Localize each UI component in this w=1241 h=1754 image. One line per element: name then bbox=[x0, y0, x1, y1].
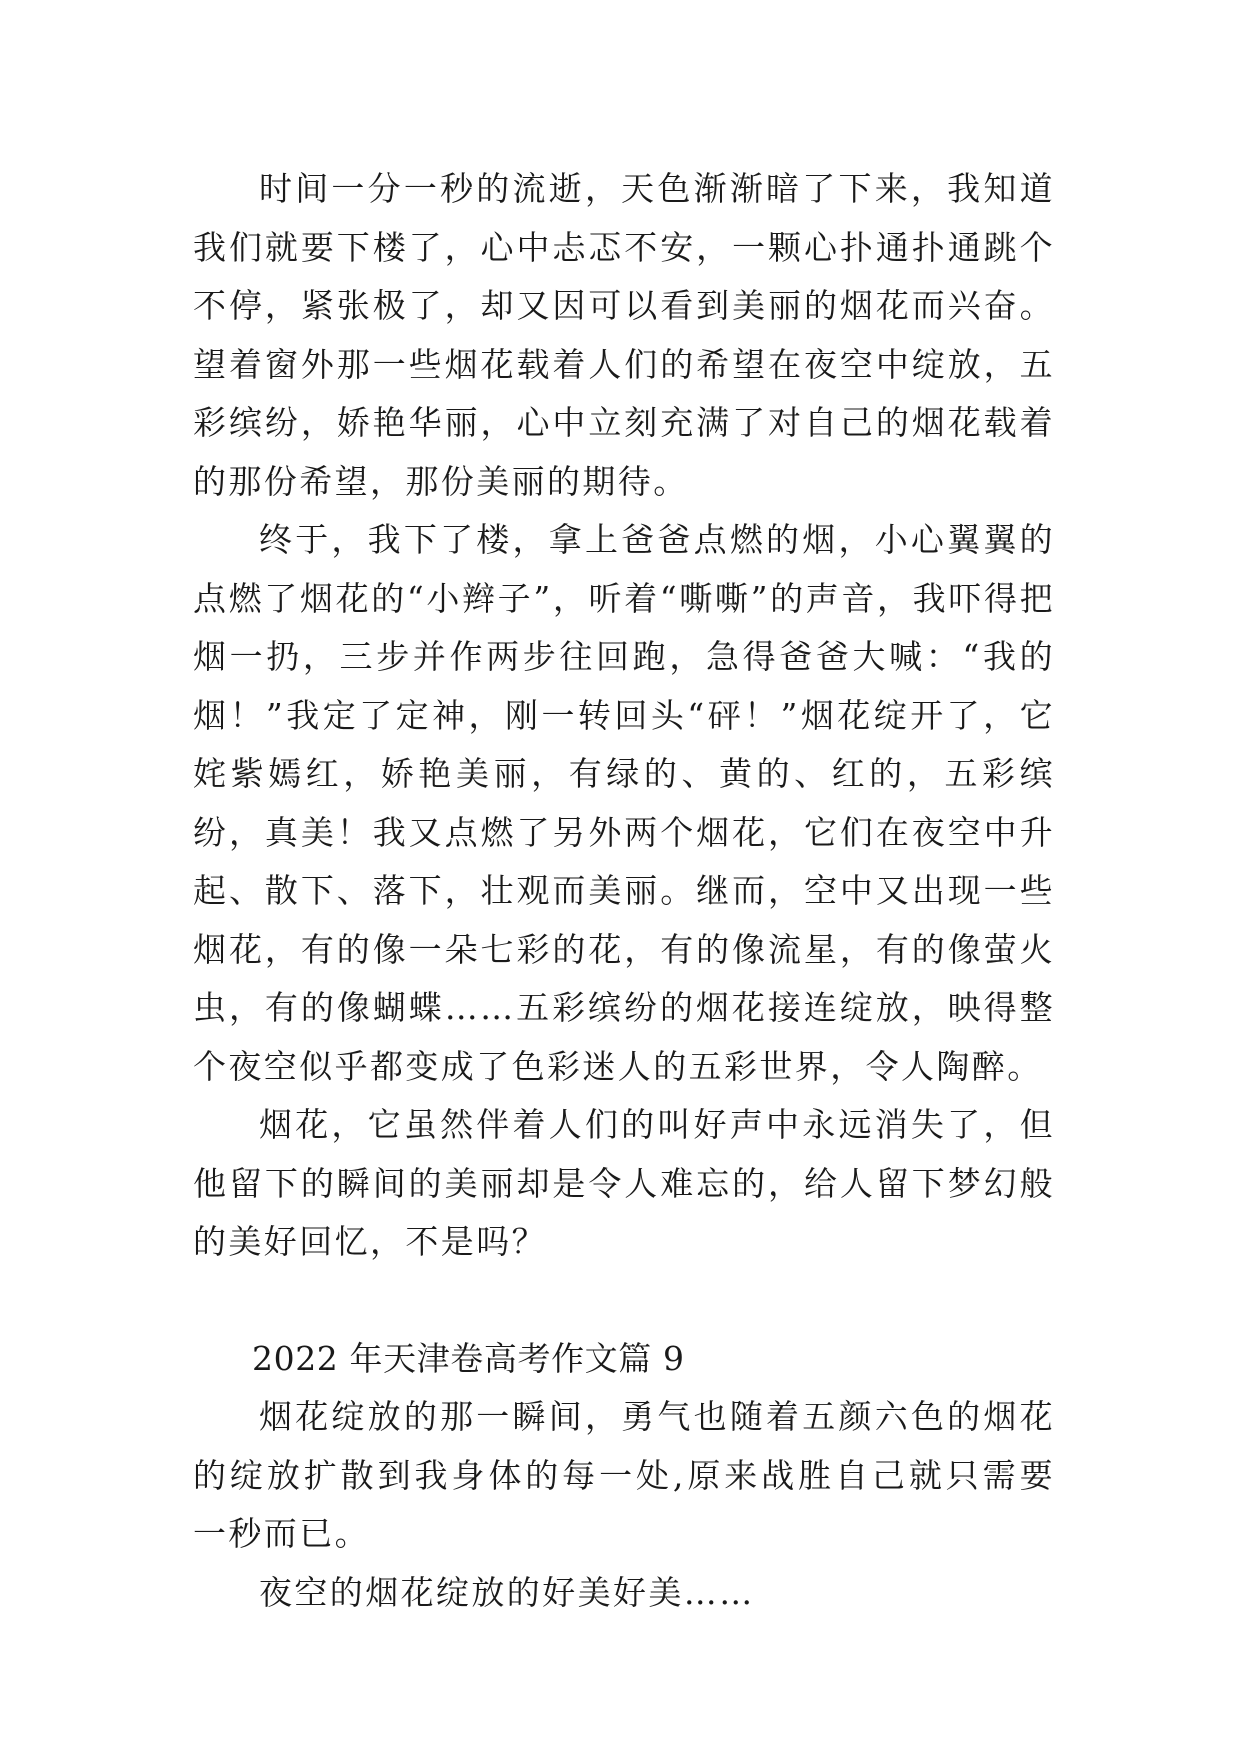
section-heading: 2022 年天津卷高考作文篇 9 bbox=[252, 1338, 685, 1378]
paragraph: 时间一分一秒的流逝，天色渐渐暗了下来，我知道我们就要下楼了，心中忐忑不安，一颗心扑通扑通跳个不停，紧张极了，却又因可以看到美丽的烟花而兴奋。望着窗外那一些烟花载着人们的希望在夜空中绽放，五彩缤纷，娇艳华丽，心中立刻充满了对自己的烟花载着的那份希望，那份美丽的期待。 bbox=[193, 169, 1055, 501]
paragraph: 烟花，它虽然伴着人们的叫好声中永远消失了，但他留下的瞬间的美丽却是令人难忘的，给人留下梦幻般的美好回忆，不是吗？ bbox=[193, 1105, 1055, 1261]
paragraph: 烟花绽放的那一瞬间，勇气也随着五颜六色的烟花的绽放扩散到我身体的每一处,原来战胜自己就只需要一秒而已。 bbox=[193, 1397, 1055, 1553]
paragraph: 夜空的烟花绽放的好美好美…… bbox=[259, 1572, 755, 1612]
document-body bbox=[193, 160, 1055, 1622]
paragraph: 终于，我下了楼，拿上爸爸点燃的烟，小心翼翼的点燃了烟花的“小辫子”，听着“嘶嘶”的声音，我吓得把烟一扔，三步并作两步往回跑，急得爸爸大喊：“我的烟！”我定了定神，刚一转回头“砰！”烟花绽开了，它姹紫嫣红，娇艳美丽，有绿的、黄的、红的，五彩缤纷，真美！我又点燃了另外两个烟花，它们在夜空中升起、散下、落下，壮观而美丽。继而，空中又出现一些烟花，有的像一朵七彩的花，有的像流星，有的像萤火虫，有的像蝴蝶……五彩缤纷的烟花接连绽放，映得整个夜空似乎都变成了色彩迷人的五彩世界，令人陶醉。 bbox=[193, 520, 1055, 1086]
section-spacer bbox=[193, 1272, 1055, 1330]
